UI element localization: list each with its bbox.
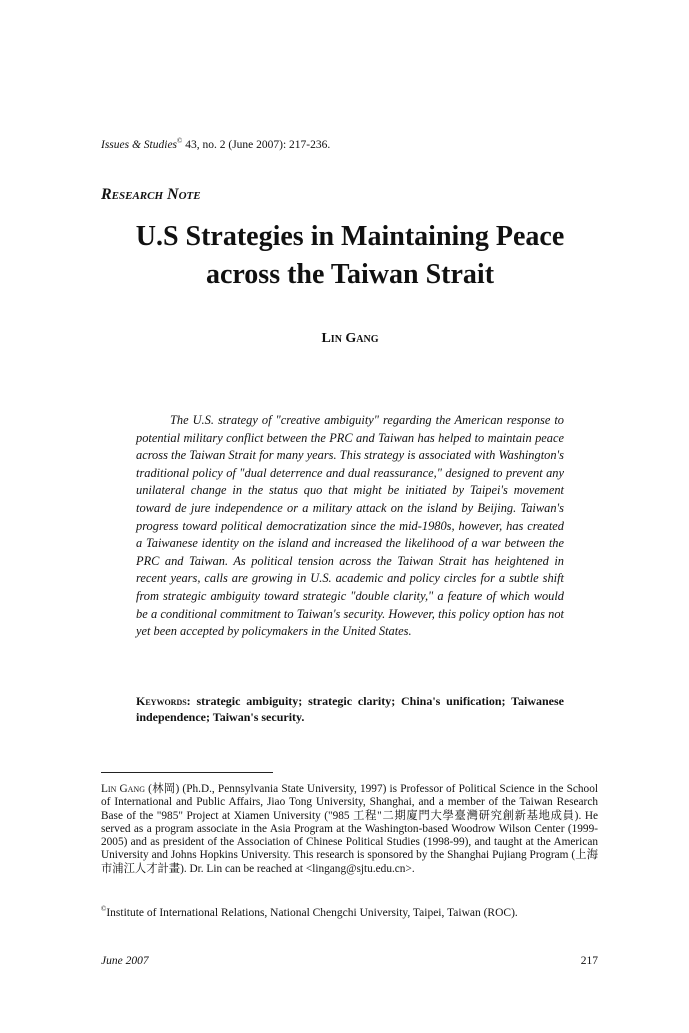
page-number: 217 [580,955,598,967]
footer-date: June 2007 [101,955,149,967]
footnote-rule [101,772,273,773]
footnote-text: (林岡) (Ph.D., Pennsylvania State University, 1997) is Professor of Political Science in the School of International and Public Affairs, Jiao Tong University, Shanghai, and a member of the Taiwan Research Base of the "985" Project at Xiamen University ("985 工程"二期廈門大學臺灣研究創新基地成員). He served as a program associate in the Asia Program at the Washington-based Woodrow Wilson Center (1999-2005) and as president of the Association of Chinese Political Studies (1998-99), and taught at the American University and Johns Hopkins University. This research is sponsored by the Shanghai Pujiang Program (上海市浦江人才計畫). Dr. Lin can be reached at <lingang@sjtu.edu.cn>. [101,783,598,875]
author-footnote [101,783,598,876]
journal-name: Issues & Studies [101,139,178,151]
title-line-2: across the Taiwan Strait [205,259,495,290]
article-title [90,218,610,294]
institution-copyright-mark: © [101,905,107,914]
citation-line [101,139,330,151]
keywords-text: strategic ambiguity; strategic clarity; China's unification; Taiwanese independence; Taiwan's security. [136,694,564,724]
author-name: Lin Gang [321,331,379,346]
abstract: The U.S. strategy of "creative ambiguity" regarding the American response to potential military conflict between the PRC and Taiwan has helped to maintain peace across the Taiwan Strait for many years. This strategy is associated with Washington's traditional policy of "dual deterrence and dual reassurance," designed to prevent any unilateral change in the status quo that might be initiated by Taipei's movement toward de jure independence or a military attack on the island by Beijing. Taiwan's progress toward political democratization since the mid-1980s, however, has created a Taiwanese identity on the island and increased the likelihood of a war between the PRC and Taiwan. As political tension across the Taiwan Strait has heightened in recent years, calls are growing in U.S. academic and policy circles for a subtle shift from strategic ambiguity toward strategic "double clarity," a feature of which would be a conditional commitment to Taiwan's security. However, this policy option has not yet been accepted by policymakers in the United States. [136,413,564,639]
keywords-label: Keywords: [136,694,191,708]
citation-details: 43, no. 2 (June 2007): 217-236. [182,139,331,151]
institution-line [101,907,518,919]
section-label: Research Note [101,186,201,203]
copyright-mark: © [177,137,183,146]
institution-text: Institute of International Relations, National Chengchi University, Taipei, Taiwan (ROC). [106,907,518,919]
keywords [136,693,564,725]
footnote-author: Lin Gang [101,783,145,795]
title-line-1: U.S Strategies in Maintaining Peace [135,221,565,252]
